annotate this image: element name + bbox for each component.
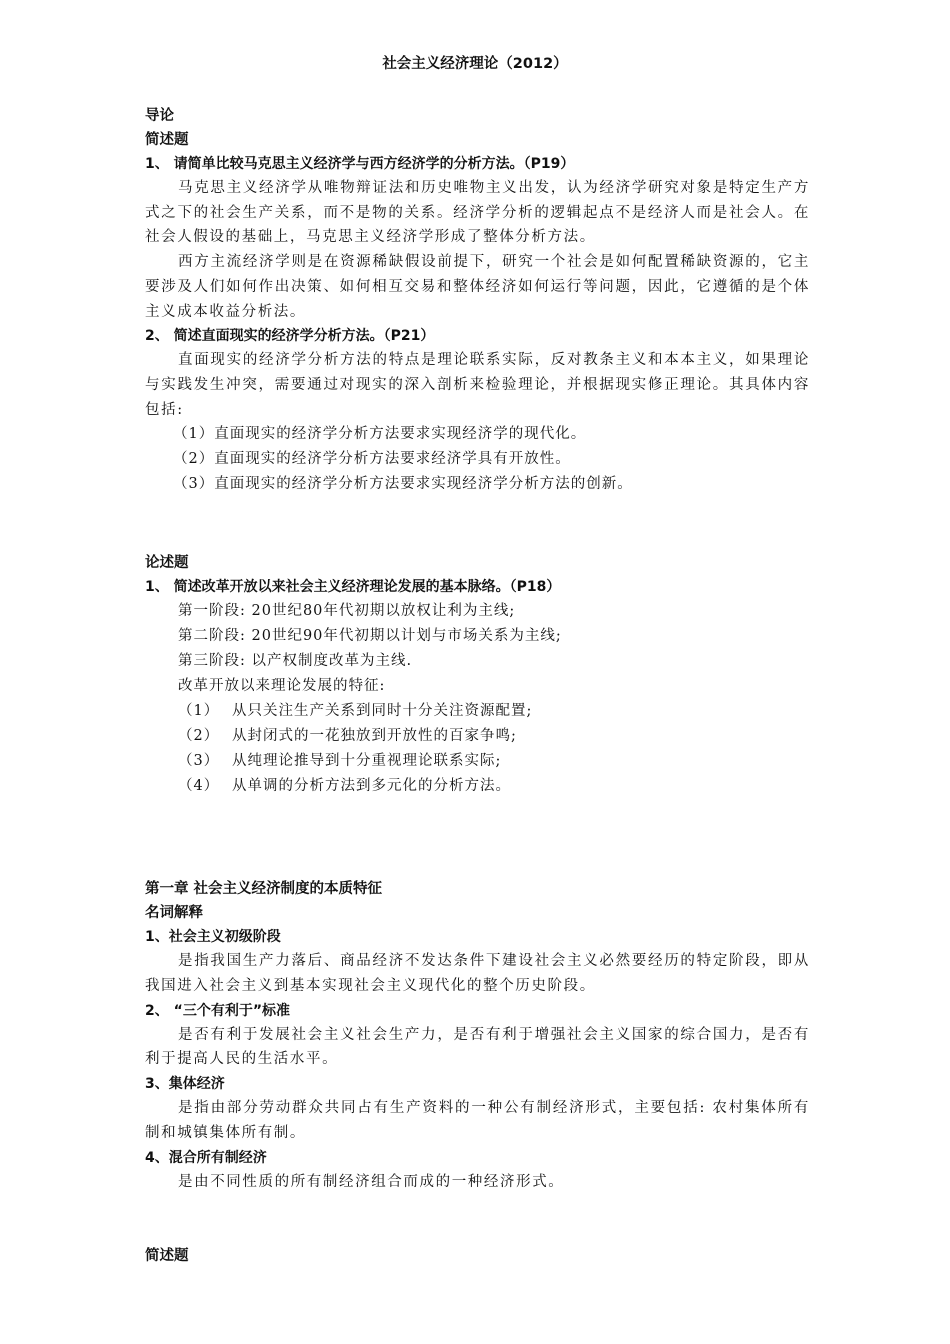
subsection-heading-terms: 名词解释 bbox=[145, 905, 203, 922]
question-title: 1、 请简单比较马克思主义经济学与西方经济学的分析方法。（P19） bbox=[145, 156, 575, 172]
feature-number: （3） bbox=[178, 753, 220, 770]
list-item: （2）直面现实的经济学分析方法要求经济学具有开放性。 bbox=[173, 451, 571, 468]
feature-item bbox=[145, 749, 810, 774]
answer-paragraph: 西方主流经济学则是在资源稀缺假设前提下，研究一个社会是如何配置稀缺资源的，它主要涉及人们如何作出决策、如何相互交易和整体经济如何运行等问题，因此，它遵循的是个体主义成本收益分析法。 bbox=[145, 254, 810, 320]
feature-item bbox=[145, 774, 810, 799]
subsection-heading-essay: 论述题 bbox=[145, 555, 189, 572]
chapter-heading: 第一章 社会主义经济制度的本质特征 bbox=[145, 881, 383, 898]
feature-item bbox=[145, 724, 810, 749]
answer-paragraph: 直面现实的经济学分析方法的特点是理论联系实际，反对教条主义和本本主义，如果理论与实践发生冲突，需要通过对现实的深入剖析来检验理论，并根据现实修正理论。其具体内容包括: bbox=[145, 352, 810, 418]
subsection-heading-short-answer: 简述题 bbox=[145, 132, 189, 148]
feature-text: 从封闭式的一花独放到开放性的百家争鸣; bbox=[232, 728, 517, 745]
question-title: 1、 简述改革开放以来社会主义经济理论发展的基本脉络。（P18） bbox=[145, 579, 561, 596]
feature-item bbox=[145, 699, 810, 724]
stage-item: 第一阶段: 20世纪80年代初期以放权让利为主线; bbox=[178, 603, 516, 620]
feature-text: 从纯理论推导到十分重视理论联系实际; bbox=[232, 753, 502, 770]
term-definition: 是否有利于发展社会主义社会生产力，是否有利于增强社会主义国家的综合国力，是否有利于提高人民的生活水平。 bbox=[145, 1026, 810, 1068]
term-definition: 是由不同性质的所有制经济组合而成的一种经济形式。 bbox=[178, 1173, 565, 1190]
stage-item: 第二阶段: 20世纪90年代初期以计划与市场关系为主线; bbox=[178, 628, 562, 645]
feature-number: （1） bbox=[178, 703, 220, 720]
list-item: （1）直面现实的经济学分析方法要求实现经济学的现代化。 bbox=[173, 426, 587, 443]
term-title: 3、集体经济 bbox=[145, 1076, 225, 1093]
term-definition: 是指我国生产力落后、商品经济不发达条件下建设社会主义必然要经历的特定阶段，即从我国进入社会主义到基本实现社会主义现代化的整个历史阶段。 bbox=[145, 953, 810, 995]
feature-text: 从单调的分析方法到多元化的分析方法。 bbox=[232, 778, 511, 795]
document-title: 社会主义经济理论（2012） bbox=[382, 56, 568, 72]
question-title: 2、 简述直面现实的经济学分析方法。（P21） bbox=[145, 328, 435, 345]
document-body bbox=[145, 104, 810, 1268]
term-title: 4、混合所有制经济 bbox=[145, 1149, 267, 1166]
features-label: 改革开放以来理论发展的特征: bbox=[178, 678, 386, 695]
answer-paragraph: 马克思主义经济学从唯物辩证法和历史唯物主义出发，认为经济学研究对象是特定生产方式之下的社会生产关系，而不是物的关系。经济学分析的逻辑起点不是经济人而是社会人。在社会人假设的基础上，马克思主义经济学形成了整体分析方法。 bbox=[145, 180, 810, 246]
subsection-heading-short-answer: 简述题 bbox=[145, 1248, 189, 1265]
list-item: （3）直面现实的经济学分析方法要求实现经济学分析方法的创新。 bbox=[173, 476, 633, 493]
feature-number: （4） bbox=[178, 778, 220, 795]
stage-item: 第三阶段: 以产权制度改革为主线. bbox=[178, 653, 413, 670]
term-definition: 是指由部分劳动群众共同占有生产资料的一种公有制经济形式，主要包括: 农村集体所有制和城镇集体所有制。 bbox=[145, 1100, 810, 1141]
section-heading-intro: 导论 bbox=[145, 108, 174, 124]
feature-text: 从只关注生产关系到同时十分关注资源配置; bbox=[232, 703, 533, 720]
term-title: 2、 “三个有利于”标准 bbox=[145, 1002, 291, 1019]
feature-number: （2） bbox=[178, 728, 220, 745]
term-title: 1、社会主义初级阶段 bbox=[145, 929, 281, 946]
